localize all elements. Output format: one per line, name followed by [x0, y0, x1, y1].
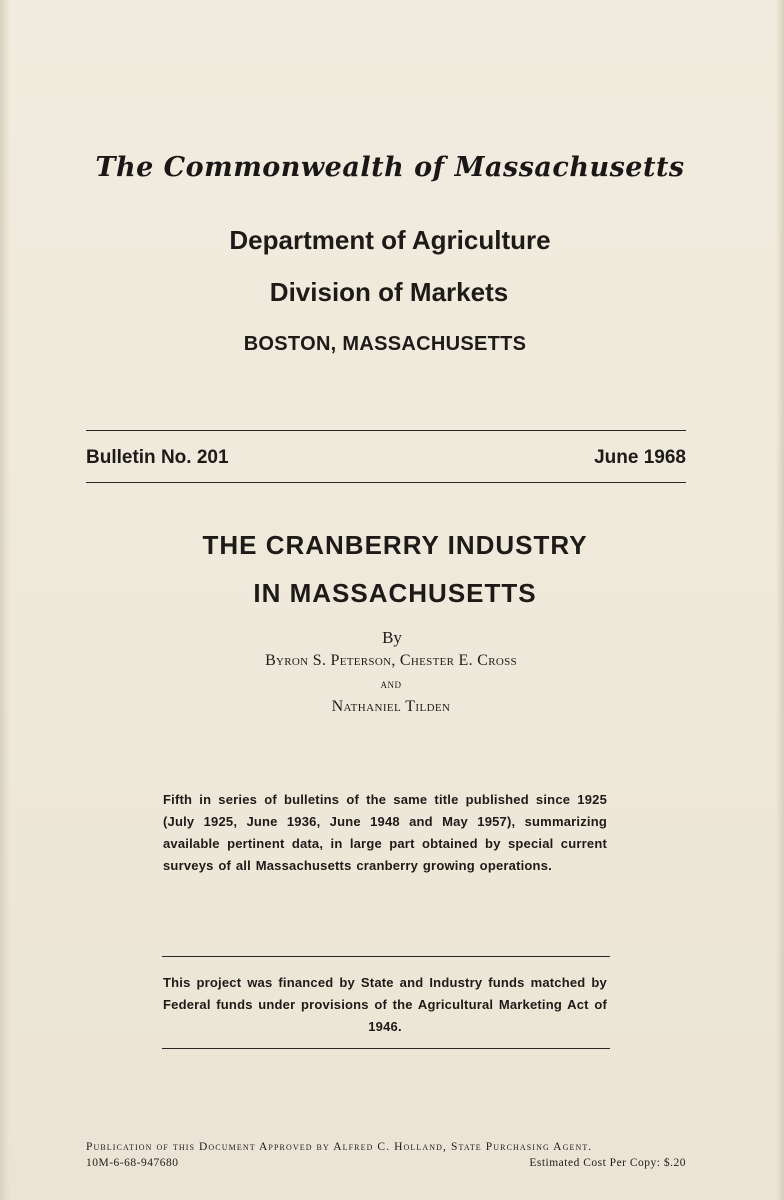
city-heading: BOSTON, MASSACHUSETTS	[243, 333, 527, 355]
division-heading: Division of Markets	[269, 277, 509, 307]
title-line-2: IN MASSACHUSETTS	[253, 578, 537, 608]
funding-top-rule	[162, 956, 610, 957]
byline-and: and	[380, 676, 402, 691]
bulletin-number: Bulletin No. 201	[86, 447, 229, 468]
authors-line-2: Nathaniel Tilden	[331, 698, 451, 715]
bottom-rule	[86, 482, 686, 483]
print-code: 10M-6-68-947680	[86, 1157, 179, 1169]
department-heading: Department of Agriculture	[229, 225, 551, 255]
funding-paragraph: This project was financed by State and Industry funds matched by Federal funds under provisions of the Agricultural Marketing Act of 1946.	[163, 975, 607, 1034]
cost-note: Estimated Cost Per Copy: $.20	[529, 1157, 686, 1169]
byline-by: By	[382, 628, 402, 647]
bulletin-date: June 1968	[594, 447, 686, 468]
authors-line-1: Byron S. Peterson, Chester E. Cross	[265, 652, 517, 669]
summary-paragraph: Fifth in series of bulletins of the same title published since 1925 (July 1925, June 1936, June 1948 and May 1957), summarizing available pertinent data, in large part obtained by special current surveys of all Massachusetts cranberry growing operations.	[163, 792, 607, 873]
commonwealth-heading: The Commonwealth of Massachusetts	[95, 152, 685, 183]
title-line-1: THE CRANBERRY INDUSTRY	[202, 530, 588, 560]
top-rule	[86, 430, 686, 431]
funding-bottom-rule	[162, 1048, 610, 1049]
approval-note: Publication of this Document Approved by Alfred C. Holland, State Purchasing Agent.	[86, 1141, 593, 1153]
